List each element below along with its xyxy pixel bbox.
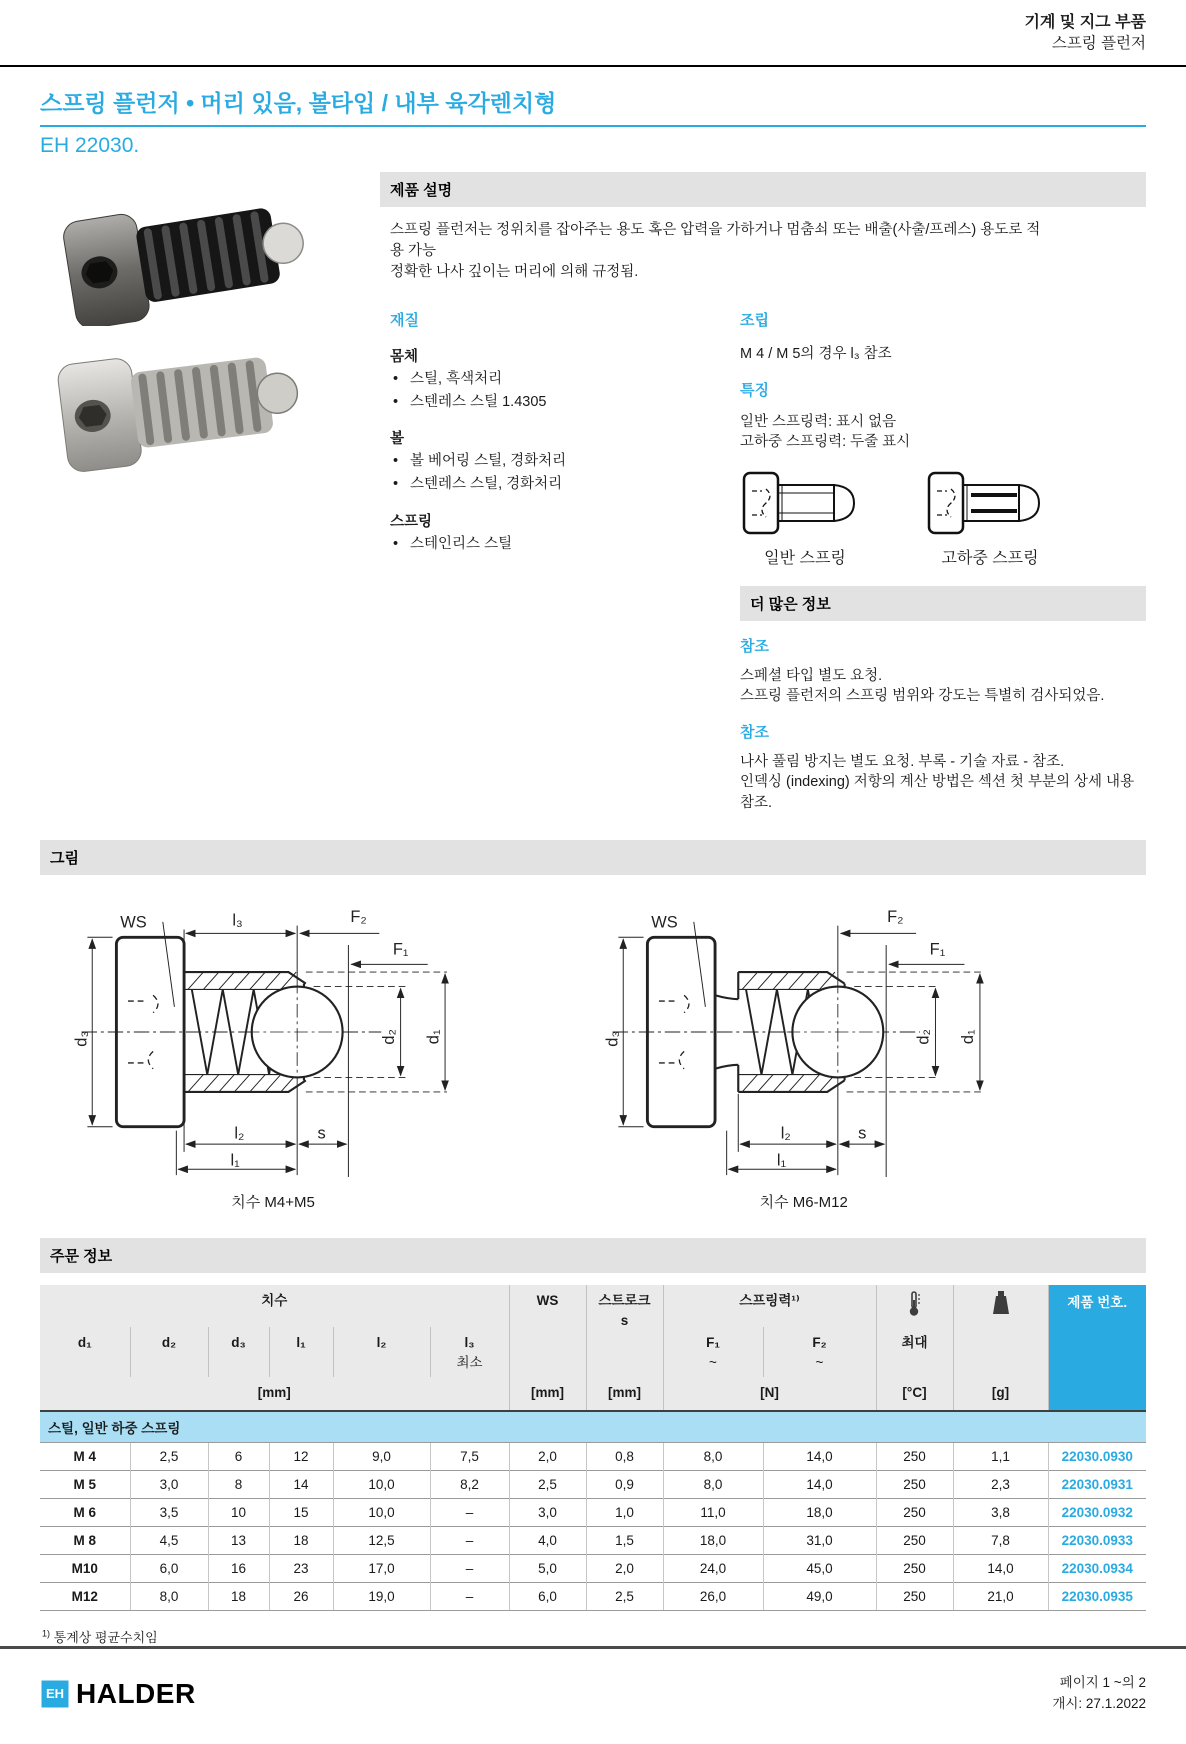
material-item: • 볼 베어링 스틸, 경화처리	[390, 451, 710, 471]
column-l3	[430, 1327, 509, 1378]
drawing-m4-m5	[40, 887, 549, 1212]
halder-brand-name: HALDER	[76, 1677, 196, 1709]
dim-label-d3: d₃	[603, 1030, 622, 1047]
cell-l3-min: –	[430, 1582, 509, 1610]
material-item: • 스틸, 흑색처리	[390, 369, 710, 389]
cell-d2: 8,0	[130, 1582, 208, 1610]
column-f2-tilde: ~	[815, 1355, 824, 1371]
cell-weight: 14,0	[953, 1554, 1048, 1582]
cell-f2: 18,0	[763, 1498, 876, 1526]
cell-d1: M 8	[40, 1526, 130, 1554]
page-indicator: 페이지 1 ~의 2	[1059, 1674, 1146, 1690]
cell-ws: 2,5	[509, 1470, 586, 1498]
footnote-text: 통계상 평균수치임	[53, 1629, 158, 1645]
drawing-caption-right: 치수 M6-M12	[759, 1193, 848, 1211]
material-item: • 스텐레스 스틸, 경화처리	[390, 474, 710, 494]
column-temperature	[876, 1285, 953, 1327]
more-info-header: 더 많은 정보	[740, 586, 1146, 621]
cell-ws: 5,0	[509, 1554, 586, 1582]
column-temp-max-label: 최대	[876, 1327, 953, 1378]
heavy-spring-drawing	[925, 467, 1055, 539]
column-f1-symbol: F₁	[706, 1334, 720, 1350]
note-1-text	[740, 666, 1146, 707]
cell-l2: 10,0	[333, 1498, 430, 1526]
footnote-mark: 1)	[42, 1628, 51, 1639]
product-description-header: 제품 설명	[380, 172, 1146, 207]
material-group-body-title: 몸체	[390, 348, 419, 365]
heavy-spring-caption: 고하중 스프링	[941, 549, 1039, 567]
table-row	[40, 1498, 1146, 1526]
cell-l1: 18	[269, 1526, 333, 1554]
cell-l3-min: –	[430, 1498, 509, 1526]
dim-label-f2: F₂	[886, 907, 904, 926]
product-photo-stainless-steel	[40, 326, 340, 476]
table-header-units-row	[40, 1377, 1146, 1410]
normal-spring-drawing	[740, 467, 870, 539]
dim-label-d3: d₃	[72, 1030, 91, 1047]
cell-d1: M 4	[40, 1442, 130, 1470]
cell-d1: M 6	[40, 1498, 130, 1526]
cell-l2: 19,0	[333, 1582, 430, 1610]
column-part-number: 제품 번호.	[1048, 1285, 1146, 1411]
column-group-dimensions: 치수	[40, 1285, 509, 1327]
cell-ws: 6,0	[509, 1582, 586, 1610]
dim-label-s: s	[317, 1123, 326, 1142]
cell-l1: 12	[269, 1442, 333, 1470]
features-line-1: 일반 스프링력: 표시 없음	[740, 413, 897, 430]
cell-f1: 11,0	[663, 1498, 763, 1526]
cell-d2: 4,5	[130, 1526, 208, 1554]
column-d2: d₂	[130, 1327, 208, 1378]
cell-stroke: 0,9	[586, 1470, 663, 1498]
cell-d2: 3,5	[130, 1498, 208, 1526]
cell-d3: 18	[208, 1582, 269, 1610]
table-row	[40, 1554, 1146, 1582]
column-l3-min-label: 최소	[456, 1355, 483, 1371]
column-stroke-symbol: s	[620, 1312, 629, 1328]
material-item: • 스텐레스 스틸 1.4305	[390, 392, 710, 412]
part-number-link[interactable]: 22030.0932	[1048, 1498, 1146, 1526]
units-stroke: [mm]	[586, 1377, 663, 1410]
note-line: 나사 풀림 방지는 별도 요청. 부록 - 기술 자료 - 참조.	[740, 753, 1065, 770]
column-f1-tilde: ~	[709, 1355, 717, 1371]
cell-d3: 16	[208, 1554, 269, 1582]
table-row	[40, 1442, 1146, 1470]
cell-l2: 9,0	[333, 1442, 430, 1470]
product-description-text	[390, 220, 1050, 283]
cell-temp-max: 250	[876, 1526, 953, 1554]
model-number: EH 22030.	[40, 133, 140, 157]
column-f2-symbol: F₂	[812, 1334, 827, 1350]
halder-logo	[40, 1678, 196, 1710]
cell-weight: 2,3	[953, 1470, 1048, 1498]
material-group-body-list	[390, 369, 710, 413]
document-header	[0, 0, 1186, 59]
assembly-heading: 조립	[740, 311, 769, 329]
cell-f2: 49,0	[763, 1582, 876, 1610]
column-f2	[763, 1327, 876, 1378]
dim-label-d2: d₂	[914, 1028, 933, 1045]
units-ws: [mm]	[509, 1377, 586, 1410]
cell-f1: 8,0	[663, 1442, 763, 1470]
cell-l2: 10,0	[333, 1470, 430, 1498]
issue-date: 개시: 27.1.2022	[1052, 1695, 1146, 1711]
materials-section	[390, 309, 710, 814]
material-group-ball-list	[390, 451, 710, 495]
product-photos	[40, 172, 362, 814]
dim-label-l2: l₂	[780, 1123, 791, 1142]
cell-l3-min: –	[430, 1554, 509, 1582]
footer-meta	[1052, 1673, 1146, 1715]
dim-label-l1: l₁	[230, 1151, 240, 1170]
dim-label-l2: l₂	[234, 1123, 245, 1142]
materials-heading: 재질	[390, 311, 419, 329]
cell-stroke: 2,0	[586, 1554, 663, 1582]
table-header-groups-row	[40, 1285, 1146, 1327]
note-line: 스페셜 타입 별도 요청.	[740, 667, 883, 684]
header-category: 기계 및 지그 부품	[1024, 14, 1146, 31]
part-number-link[interactable]: 22030.0931	[1048, 1470, 1146, 1498]
title-block	[40, 85, 1146, 158]
note-2-text	[740, 752, 1146, 814]
part-number-link[interactable]: 22030.0934	[1048, 1554, 1146, 1582]
cell-stroke: 2,5	[586, 1582, 663, 1610]
drawing-m6-m12-svg	[589, 887, 1019, 1177]
dim-label-s: s	[857, 1123, 867, 1142]
cell-d3: 13	[208, 1526, 269, 1554]
cell-stroke: 1,0	[586, 1498, 663, 1526]
table-row	[40, 1470, 1146, 1498]
cell-f2: 31,0	[763, 1526, 876, 1554]
column-l3-symbol: l₃	[464, 1334, 475, 1350]
dim-label-f1: F₁	[392, 940, 409, 959]
features-line-2: 고하중 스프링력: 두줄 표시	[740, 434, 911, 451]
drawing-caption-left: 치수 M4+M5	[231, 1193, 315, 1211]
dim-label-d2: d₂	[379, 1028, 398, 1045]
title-underline	[40, 125, 1146, 127]
table-subheader-row	[40, 1411, 1146, 1443]
normal-spring-caption: 일반 스프링	[764, 549, 846, 567]
column-stroke	[586, 1285, 663, 1378]
units-dimensions: [mm]	[40, 1377, 509, 1410]
cell-l1: 26	[269, 1582, 333, 1610]
cell-d3: 6	[208, 1442, 269, 1470]
note-1-heading: 참조	[740, 637, 769, 655]
cell-weight: 1,1	[953, 1442, 1048, 1470]
cell-d1: M10	[40, 1554, 130, 1582]
column-l2: l₂	[333, 1327, 430, 1378]
description-line-1: 스프링 플런저는 정위치를 잡아주는 용도 혹은 압력을 가하거나 멈춤쇠 또는 배출(사출/프레스) 용도로 적용 가능	[390, 221, 1041, 259]
column-ws: WS	[509, 1285, 586, 1378]
cell-stroke: 0,8	[586, 1442, 663, 1470]
column-f1	[663, 1327, 763, 1378]
dim-label-l1: l₁	[776, 1151, 786, 1170]
table-row	[40, 1582, 1146, 1610]
units-force: [N]	[663, 1377, 876, 1410]
cell-l1: 14	[269, 1470, 333, 1498]
dim-label-f2: F₂	[350, 907, 367, 926]
cell-l1: 23	[269, 1554, 333, 1582]
description-line-2: 정확한 나사 깊이는 머리에 의해 규정됨.	[390, 263, 639, 280]
thermometer-icon	[908, 1291, 921, 1317]
cell-d2: 3,0	[130, 1470, 208, 1498]
dim-label-f1: F₁	[929, 940, 945, 959]
cell-d2: 6,0	[130, 1554, 208, 1582]
cell-l3-min: 7,5	[430, 1442, 509, 1470]
cell-d2: 2,5	[130, 1442, 208, 1470]
features-text	[740, 412, 1146, 453]
material-item: • 스테인리스 스틸	[390, 534, 710, 554]
cell-temp-max: 250	[876, 1582, 953, 1610]
column-stroke-label: 스트로크	[598, 1292, 651, 1308]
cell-temp-max: 250	[876, 1554, 953, 1582]
column-d1: d₁	[40, 1327, 130, 1378]
dim-label-d1: d₁	[424, 1029, 443, 1044]
note-2-heading: 참조	[740, 723, 769, 741]
cell-f2: 14,0	[763, 1470, 876, 1498]
table-subheader-label: 스틸, 일반 하중 스프링	[40, 1411, 1146, 1443]
units-temperature: [°C]	[876, 1377, 953, 1410]
page-footer	[0, 1646, 1186, 1744]
product-photo-black-steel	[40, 176, 340, 326]
drawing-m4-m5-svg	[58, 887, 488, 1177]
part-number-link[interactable]: 22030.0935	[1048, 1582, 1146, 1610]
cell-d1: M 5	[40, 1470, 130, 1498]
table-footnote	[42, 1627, 1146, 1646]
note-line: 스프링 플런저의 스프링 범위와 강도는 특별히 검사되었음.	[740, 688, 1105, 705]
heavy-spring-figure	[925, 467, 1055, 568]
dim-label-ws: WS	[120, 913, 147, 932]
cell-stroke: 1,5	[586, 1526, 663, 1554]
header-product-family: 스프링 플런저	[1051, 34, 1146, 52]
column-l1: l₁	[269, 1327, 333, 1378]
order-info-header: 주문 정보	[40, 1238, 1146, 1273]
part-number-link[interactable]: 22030.0930	[1048, 1442, 1146, 1470]
cell-temp-max: 250	[876, 1498, 953, 1526]
cell-f1: 24,0	[663, 1554, 763, 1582]
cell-l2: 17,0	[333, 1554, 430, 1582]
part-number-link[interactable]: 22030.0933	[1048, 1526, 1146, 1554]
dim-label-ws: WS	[651, 913, 678, 932]
cell-weight: 7,8	[953, 1526, 1048, 1554]
weight-icon	[992, 1291, 1010, 1315]
halder-logo-mark: EH	[40, 1679, 70, 1709]
cell-weight: 21,0	[953, 1582, 1048, 1610]
cell-l3-min: –	[430, 1526, 509, 1554]
order-table-body	[40, 1442, 1146, 1610]
dim-label-d1: d₁	[958, 1029, 977, 1044]
assembly-text: M 4 / M 5의 경우 l₃ 참조	[740, 345, 892, 362]
cell-l1: 15	[269, 1498, 333, 1526]
cell-d3: 10	[208, 1498, 269, 1526]
table-row	[40, 1526, 1146, 1554]
column-weight	[953, 1285, 1048, 1378]
features-heading: 특징	[740, 381, 769, 399]
dim-label-l3: l₃	[232, 911, 243, 930]
cell-ws: 2,0	[509, 1442, 586, 1470]
cell-f2: 14,0	[763, 1442, 876, 1470]
cell-d3: 8	[208, 1470, 269, 1498]
material-group-ball-title: 볼	[390, 431, 405, 448]
cell-f1: 26,0	[663, 1582, 763, 1610]
cell-f1: 18,0	[663, 1526, 763, 1554]
cell-temp-max: 250	[876, 1470, 953, 1498]
material-group-spring-title: 스프링	[390, 513, 433, 530]
normal-spring-figure	[740, 467, 870, 568]
cell-l3-min: 8,2	[430, 1470, 509, 1498]
cell-weight: 3,8	[953, 1498, 1048, 1526]
cell-ws: 4,0	[509, 1526, 586, 1554]
material-group-spring-list	[390, 534, 710, 554]
cell-d1: M12	[40, 1582, 130, 1610]
column-group-spring-force: 스프링력¹⁾	[663, 1285, 876, 1327]
note-line: 인덱싱 (indexing) 저항의 계산 방법은 섹션 첫 부분의 상세 내용 참조.	[740, 774, 1135, 812]
column-d3: d₃	[208, 1327, 269, 1378]
cell-f2: 45,0	[763, 1554, 876, 1582]
order-table	[40, 1285, 1146, 1611]
cell-ws: 3,0	[509, 1498, 586, 1526]
cell-f1: 8,0	[663, 1470, 763, 1498]
cell-temp-max: 250	[876, 1442, 953, 1470]
figure-section-header: 그림	[40, 840, 1146, 875]
units-weight: [g]	[953, 1377, 1048, 1410]
cell-l2: 12,5	[333, 1526, 430, 1554]
drawing-m6-m12	[549, 887, 1146, 1212]
page-title: 스프링 플런저 • 머리 있음, 볼타입 / 내부 육각렌치형	[40, 89, 557, 116]
